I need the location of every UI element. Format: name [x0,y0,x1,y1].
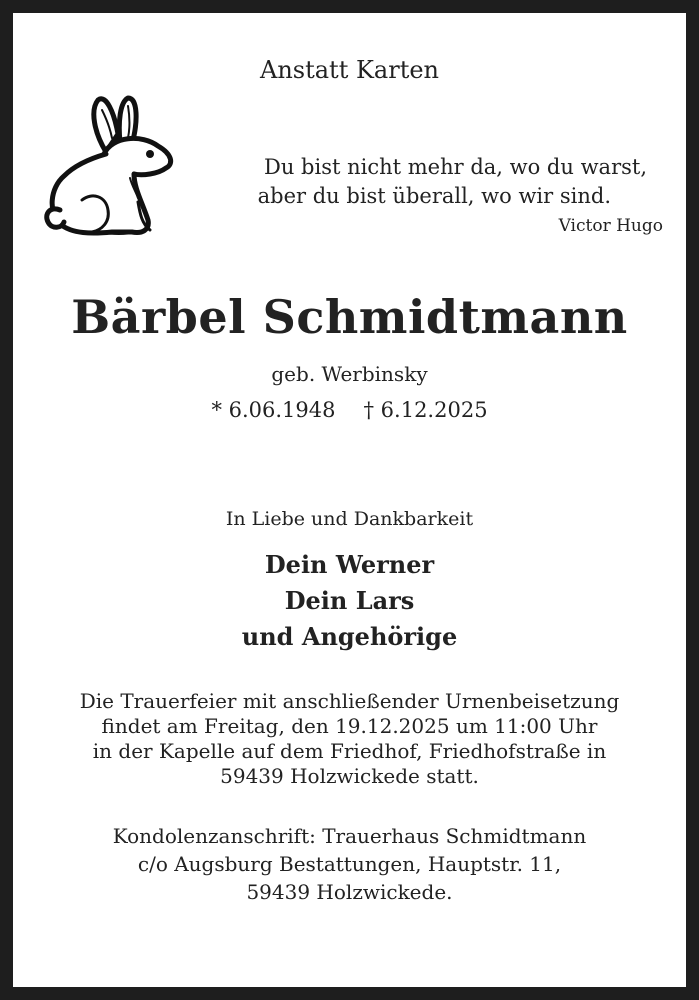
mourners-intro: In Liebe und Dankbarkeit [225,508,474,530]
condolence-address [0,822,699,906]
mourners-list [0,547,699,655]
service-line: Die Trauerfeier mit anschließender Urnenbeisetzung [79,689,620,713]
life-dates [0,398,699,422]
service-line: 59439 Holzwickede statt. [220,764,479,788]
header-text: Anstatt Karten [260,56,439,84]
mourner-name: und Angehörige [241,622,458,651]
mourner-name: Dein Lars [284,586,415,615]
deceased-name: Bärbel Schmidtmann [71,290,628,344]
maiden-name: geb. Werbinsky [271,362,428,386]
condolence-line: Kondolenzanschrift: Trauerhaus Schmidtmann [112,824,587,848]
service-line: in der Kapelle auf dem Friedhof, Friedhofstraße in [92,739,607,763]
service-line: findet am Freitag, den 19.12.2025 um 11:00 Uhr [101,714,598,738]
birth-date: * 6.06.1948 [211,398,336,422]
service-info [0,689,699,789]
condolence-line: c/o Augsburg Bestattungen, Hauptstr. 11, [137,852,562,876]
mourner-name: Dein Werner [264,550,435,579]
condolence-line: 59439 Holzwickede. [246,880,453,904]
death-date: † 6.12.2025 [363,398,488,422]
quote-author: Victor Hugo [558,216,663,236]
rabbit-icon [42,92,178,242]
quote-line-2: aber du bist überall, wo wir sind. [257,184,611,208]
quote-line-1: Du bist nicht mehr da, wo du warst, [264,155,647,179]
